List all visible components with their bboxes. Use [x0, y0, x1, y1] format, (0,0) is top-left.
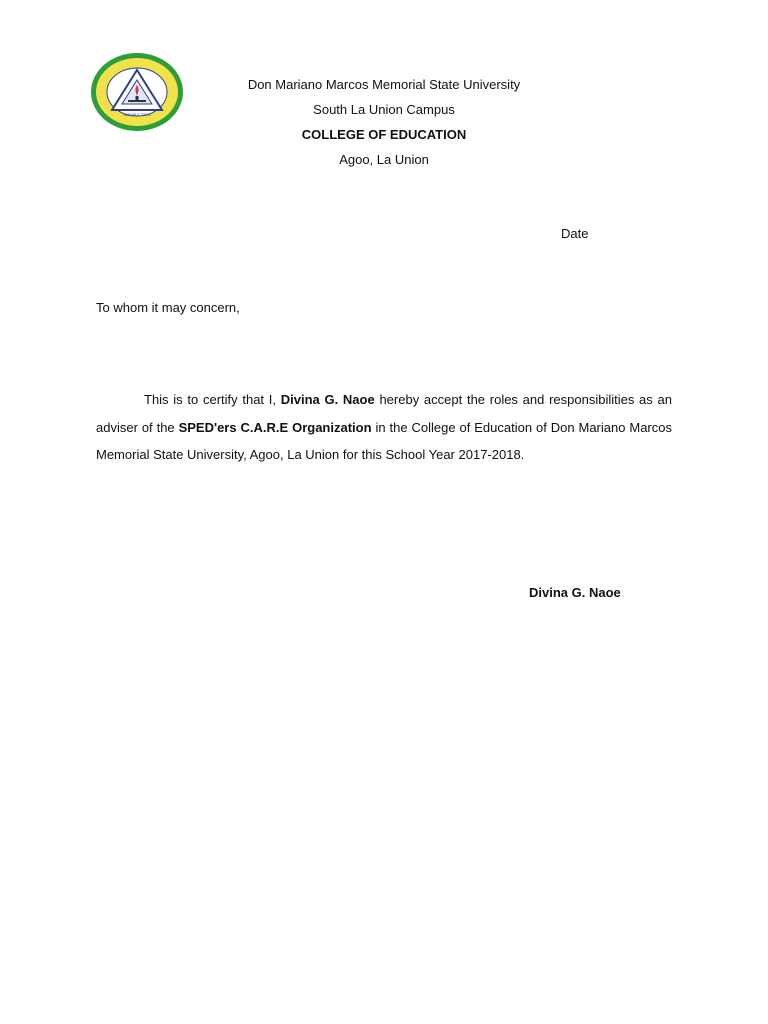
university-seal [90, 52, 184, 132]
campus-location: Agoo, La Union [339, 152, 429, 167]
adviser-name: Divina G. Naoe [280, 392, 375, 407]
date-label: Date [561, 226, 589, 241]
letter-text-1: This is to certify that I, [144, 392, 276, 407]
campus-name: South La Union Campus [313, 102, 455, 117]
letter-body [96, 386, 672, 469]
signatory-name: Divina G. Naoe [529, 585, 621, 600]
letter-text-2: hereby accept the roles and responsibilities as an adviser of the [96, 392, 672, 435]
college-name: COLLEGE OF EDUCATION [301, 127, 467, 142]
university-name: Don Mariano Marcos Memorial State University [247, 77, 521, 92]
organization-name: SPED'ers C.A.R.E Organization [178, 419, 372, 435]
svg-text:INSTRUCTION: INSTRUCTION [123, 112, 151, 117]
letter-text-3: in the College of Education of Don Mariano Marcos Memorial State University, Agoo, La Union for this School Year 2017-2018. [96, 419, 672, 462]
salutation: To whom it may concern, [96, 300, 240, 315]
